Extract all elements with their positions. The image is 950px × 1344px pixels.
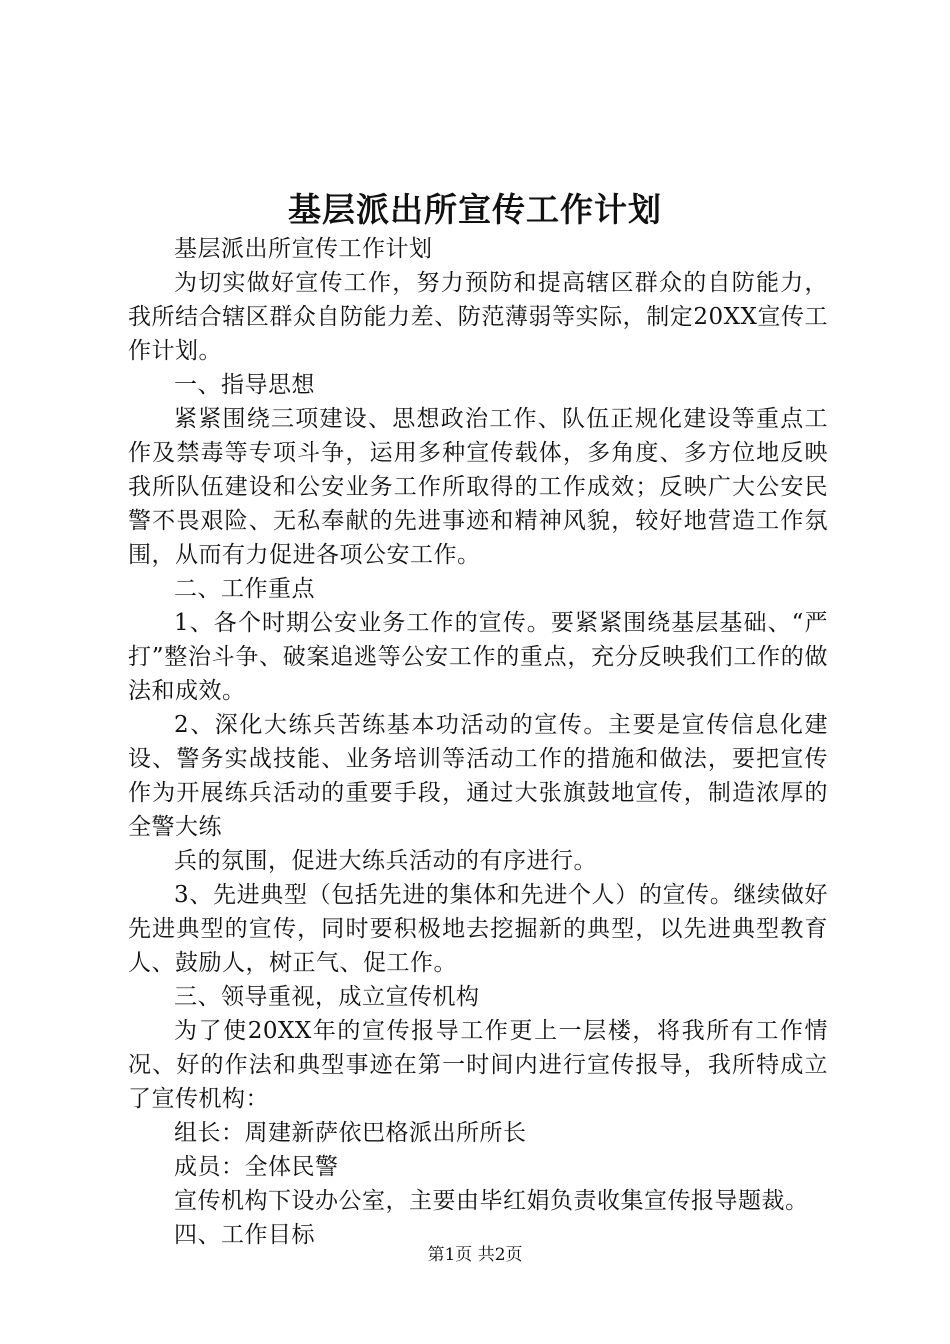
paragraph-focus-2: 2、深化大练兵苦练基本功活动的宣传。主要是宣传信息化建设、警务实战技能、业务培训等活动工作的措施和做法，要把宣传作为开展练兵活动的重要手段，通过大张旗鼓地宣传，制造浓厚的全警大练 <box>128 712 828 840</box>
document-body <box>128 232 828 1252</box>
document-title: 基层派出所宣传工作计划 <box>288 190 662 229</box>
paragraph-guiding-thought: 紧紧围绕三项建设、思想政治工作、队伍正规化建设等重点工作及禁毒等专项斗争，运用多种宣传载体，多角度、多方位地反映我所队伍建设和公安业务工作所取得的工作成效；反映广大公安民警不畏艰险、无私奉献的先进事迹和精神风貌，较好地营造工作氛围，从而有力促进各项公安工作。 <box>128 406 828 568</box>
paragraph-focus-2-continued: 兵的氛围，促进大练兵活动的有序进行。 <box>174 848 597 874</box>
paragraph-organization: 为了使20XX年的宣传报导工作更上一层楼，将我所有工作情况、好的作法和典型事迹在第一时间内进行宣传报导，我所特成立了宣传机构： <box>128 1018 828 1112</box>
paragraph-heading-repeat: 基层派出所宣传工作计划 <box>174 236 433 262</box>
section-heading-2: 二、工作重点 <box>174 576 315 602</box>
paragraph-focus-1: 1、各个时期公安业务工作的宣传。要紧紧围绕基层基础、“严打”整治斗争、破案追逃等公安工作的重点，充分反映我们工作的做法和成效。 <box>128 610 828 704</box>
section-heading-3: 三、领导重视，成立宣传机构 <box>174 984 480 1010</box>
paragraph-team-members: 成员：全体民警 <box>174 1154 339 1180</box>
paragraph-office: 宣传机构下设办公室，主要由毕红娟负责收集宣传报导题裁。 <box>174 1188 809 1214</box>
paragraph-intro: 为切实做好宣传工作，努力预防和提高辖区群众的自防能力，我所结合辖区群众自防能力差、防范薄弱等实际，制定20XX宣传工作计划。 <box>128 270 828 364</box>
section-heading-4: 四、工作目标 <box>174 1222 315 1248</box>
paragraph-team-leader: 组长：周建新萨依巴格派出所所长 <box>174 1120 527 1146</box>
section-heading-1: 一、指导思想 <box>174 372 315 398</box>
paragraph-focus-3: 3、先进典型（包括先进的集体和先进个人）的宣传。继续做好先进典型的宣传，同时要积极地去挖掘新的典型，以先进典型教育人、鼓励人，树正气、促工作。 <box>128 882 828 976</box>
page-number-footer: 第1页 共2页 <box>427 1245 523 1265</box>
